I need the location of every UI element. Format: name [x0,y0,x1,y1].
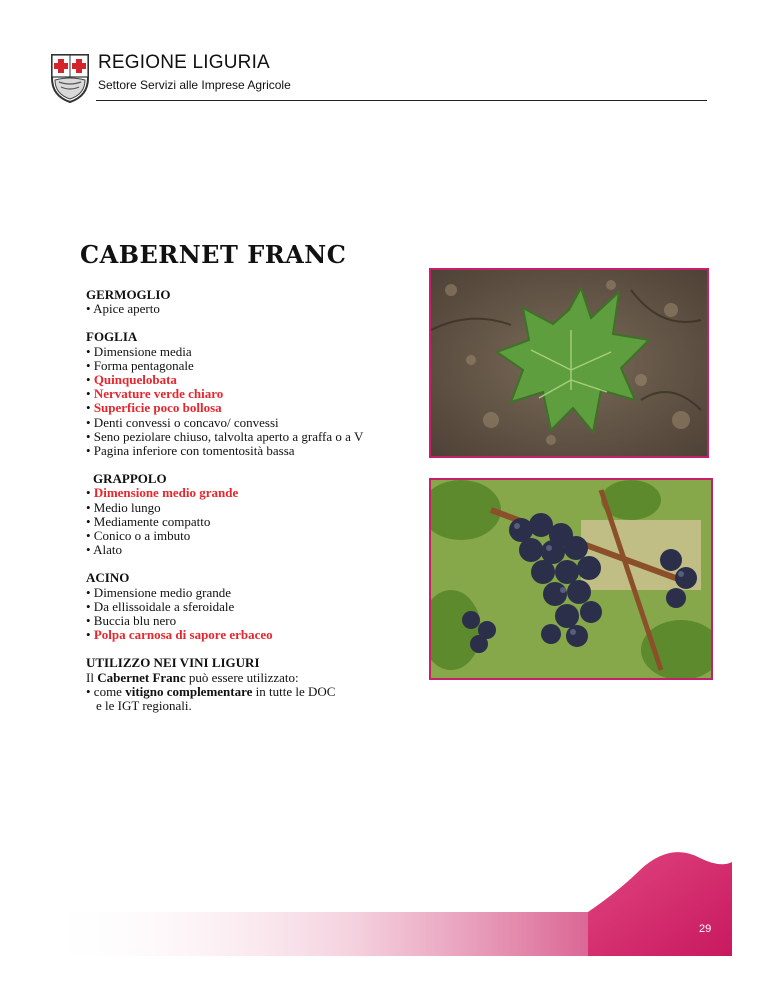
section-foglia [86,330,426,458]
section-acino [86,571,426,642]
bullet: • [86,372,94,388]
bullet: • [86,485,94,501]
list-item: • Mediamente compatto [86,513,211,529]
list-item: • Forma pentagonale [86,357,194,373]
highlight-text: Superficie poco bollosa [93,400,222,416]
section-heading-acino: ACINO [86,570,130,586]
section-heading-utilizzo: UTILIZZO NEI VINI LIGURI [86,655,260,671]
text-run: Il [86,669,98,685]
list-item: • Pagina inferiore con tomentosità bassa [86,443,295,459]
header-title: REGIONE LIGURIA [98,52,270,73]
list-item: • Seno peziolare chiuso, talvolta aperto a graffa o a V [86,428,364,444]
leaf-photo [429,268,709,458]
list-item: • Denti convessi o concavo/ convessi [86,414,279,430]
highlight-text: Dimensione medio grande [93,485,239,501]
section-heading-germoglio: GERMOGLIO [86,287,171,302]
footer-wave-decoration [0,820,768,960]
usage-text: e le IGT regionali. [96,698,192,714]
bullet: • [86,386,94,402]
list-item: • Buccia blu nero [86,613,177,629]
list-item [86,387,426,401]
list-item [86,486,426,500]
list-item: • Alato [86,542,122,558]
text-run: può essere utilizzato: [185,669,299,685]
header-divider [96,100,707,101]
variety-name: Cabernet Franc [97,669,186,685]
list-item: • Dimensione medio grande [86,584,231,600]
list-item: • Apice aperto [86,301,160,317]
header-subtitle: Settore Servizi alle Imprese Agricole [98,78,291,92]
grape-cluster-photo [429,478,713,680]
highlight-text: Polpa carnosa di sapore erbaceo [93,627,273,643]
list-item: • Conico o a imbuto [86,528,191,544]
section-grappolo [86,472,426,557]
text-run: • come [86,683,126,699]
variety-description [86,288,426,727]
section-heading-grappolo: GRAPPOLO [93,471,167,487]
section-utilizzo [86,656,426,713]
section-germoglio [86,288,426,316]
section-heading-foglia: FOGLIA [86,329,138,345]
list-item: • Dimensione media [86,343,192,359]
highlight-text: Quinquelobata [93,372,177,388]
regione-liguria-logo-icon [49,52,91,104]
list-item [86,401,426,415]
highlight-text: Nervature verde chiaro [93,386,224,402]
usage-text [86,671,426,685]
list-item: • Da ellissoidale a sferoidale [86,598,235,614]
grape-cluster-image [431,480,711,678]
usage-text [86,685,426,699]
page-number: 29 [699,923,712,935]
text-run: in tutte le DOC [252,683,336,699]
bullet: • [86,627,94,643]
list-item: • Medio lungo [86,499,161,515]
usage-emphasis: vitigno complementare [125,683,253,699]
list-item [86,628,426,642]
bullet: • [86,400,94,416]
list-item [86,373,426,387]
grape-leaf-image [431,270,707,456]
page-title: CABERNET FRANC [80,240,347,269]
